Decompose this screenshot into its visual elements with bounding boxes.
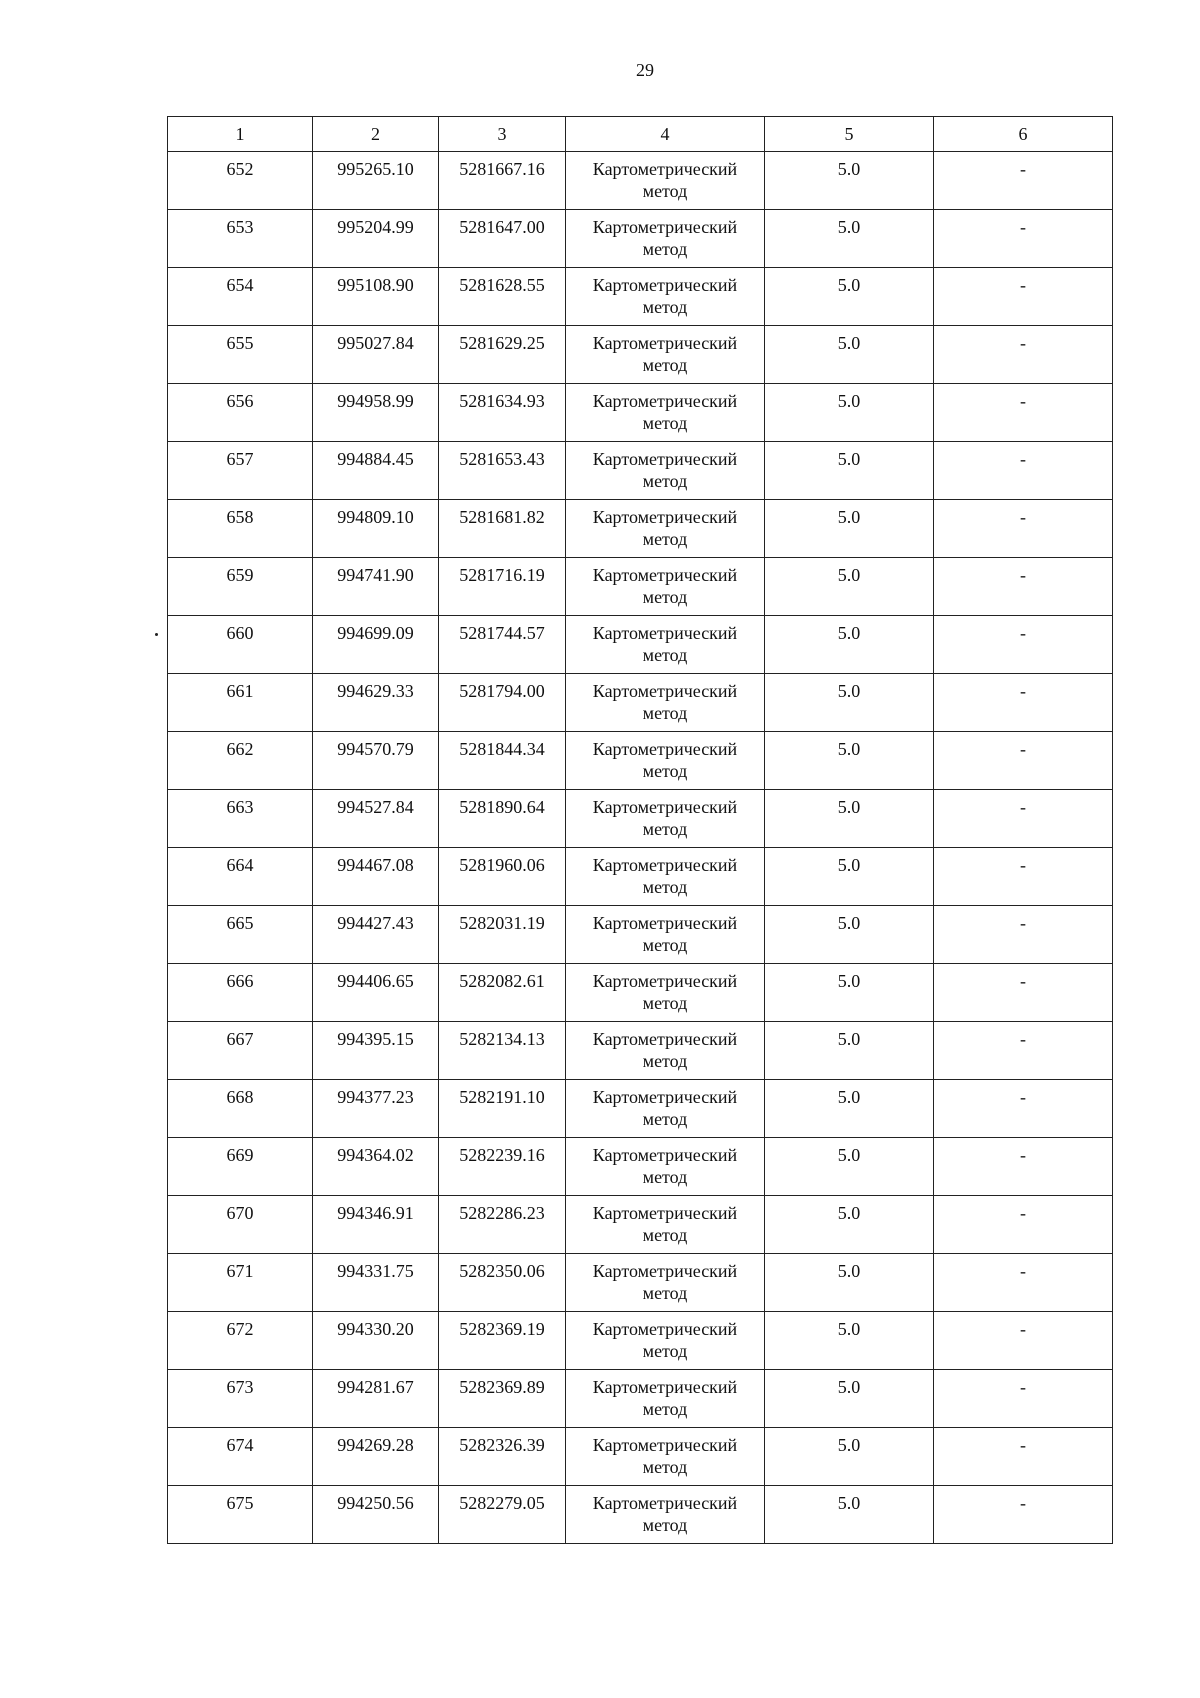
point-number-cell: 653	[168, 210, 313, 268]
accuracy-cell: 5.0	[765, 1138, 934, 1196]
table-row	[168, 1486, 1113, 1544]
point-number-cell: 668	[168, 1080, 313, 1138]
method-cell: Картометрический метод	[566, 1312, 765, 1370]
table-body	[168, 117, 1113, 1544]
table-row	[168, 500, 1113, 558]
method-cell: Картометрический метод	[566, 1196, 765, 1254]
table-row	[168, 1138, 1113, 1196]
table-row	[168, 1022, 1113, 1080]
y-coordinate-cell: 5282239.16	[439, 1138, 566, 1196]
x-coordinate-cell: 994884.45	[313, 442, 439, 500]
accuracy-cell: 5.0	[765, 1312, 934, 1370]
y-coordinate-cell: 5281681.82	[439, 500, 566, 558]
note-cell: -	[934, 384, 1113, 442]
accuracy-cell: 5.0	[765, 964, 934, 1022]
method-cell: Картометрический метод	[566, 1022, 765, 1080]
note-cell: -	[934, 1254, 1113, 1312]
x-coordinate-cell: 994281.67	[313, 1370, 439, 1428]
accuracy-cell: 5.0	[765, 558, 934, 616]
method-cell: Картометрический метод	[566, 500, 765, 558]
x-coordinate-cell: 994269.28	[313, 1428, 439, 1486]
table-row	[168, 964, 1113, 1022]
accuracy-cell: 5.0	[765, 1196, 934, 1254]
point-number-cell: 662	[168, 732, 313, 790]
y-coordinate-cell: 5281647.00	[439, 210, 566, 268]
point-number-cell: 660	[168, 616, 313, 674]
header-cell: 6	[934, 117, 1113, 152]
accuracy-cell: 5.0	[765, 1428, 934, 1486]
table-row	[168, 326, 1113, 384]
point-number-cell: 661	[168, 674, 313, 732]
method-cell: Картометрический метод	[566, 1370, 765, 1428]
table-row	[168, 558, 1113, 616]
y-coordinate-cell: 5281628.55	[439, 268, 566, 326]
table-row	[168, 152, 1113, 210]
coordinates-table	[167, 116, 1113, 1544]
accuracy-cell: 5.0	[765, 732, 934, 790]
note-cell: -	[934, 732, 1113, 790]
x-coordinate-cell: 994958.99	[313, 384, 439, 442]
y-coordinate-cell: 5281653.43	[439, 442, 566, 500]
note-cell: -	[934, 558, 1113, 616]
point-number-cell: 670	[168, 1196, 313, 1254]
accuracy-cell: 5.0	[765, 210, 934, 268]
table-row	[168, 1196, 1113, 1254]
method-cell: Картометрический метод	[566, 326, 765, 384]
y-coordinate-cell: 5282350.06	[439, 1254, 566, 1312]
point-number-cell: 658	[168, 500, 313, 558]
y-coordinate-cell: 5282369.89	[439, 1370, 566, 1428]
note-cell: -	[934, 326, 1113, 384]
table-row	[168, 790, 1113, 848]
point-number-cell: 655	[168, 326, 313, 384]
point-number-cell: 665	[168, 906, 313, 964]
accuracy-cell: 5.0	[765, 1370, 934, 1428]
header-cell: 2	[313, 117, 439, 152]
x-coordinate-cell: 994346.91	[313, 1196, 439, 1254]
table-row	[168, 268, 1113, 326]
accuracy-cell: 5.0	[765, 1254, 934, 1312]
method-cell: Картометрический метод	[566, 558, 765, 616]
x-coordinate-cell: 994699.09	[313, 616, 439, 674]
accuracy-cell: 5.0	[765, 500, 934, 558]
x-coordinate-cell: 994395.15	[313, 1022, 439, 1080]
x-coordinate-cell: 994364.02	[313, 1138, 439, 1196]
point-number-cell: 656	[168, 384, 313, 442]
note-cell: -	[934, 1138, 1113, 1196]
y-coordinate-cell: 5282369.19	[439, 1312, 566, 1370]
y-coordinate-cell: 5281629.25	[439, 326, 566, 384]
y-coordinate-cell: 5281744.57	[439, 616, 566, 674]
y-coordinate-cell: 5282279.05	[439, 1486, 566, 1544]
method-cell: Картометрический метод	[566, 848, 765, 906]
note-cell: -	[934, 500, 1113, 558]
note-cell: -	[934, 442, 1113, 500]
note-cell: -	[934, 268, 1113, 326]
x-coordinate-cell: 994330.20	[313, 1312, 439, 1370]
x-coordinate-cell: 994427.43	[313, 906, 439, 964]
table-row	[168, 674, 1113, 732]
table-row	[168, 442, 1113, 500]
table-row	[168, 384, 1113, 442]
table-row	[168, 848, 1113, 906]
method-cell: Картометрический метод	[566, 1080, 765, 1138]
method-cell: Картометрический метод	[566, 1486, 765, 1544]
method-cell: Картометрический метод	[566, 210, 765, 268]
note-cell: -	[934, 1022, 1113, 1080]
table-row	[168, 906, 1113, 964]
y-coordinate-cell: 5282326.39	[439, 1428, 566, 1486]
point-number-cell: 652	[168, 152, 313, 210]
accuracy-cell: 5.0	[765, 1080, 934, 1138]
x-coordinate-cell: 994741.90	[313, 558, 439, 616]
point-number-cell: 674	[168, 1428, 313, 1486]
accuracy-cell: 5.0	[765, 906, 934, 964]
method-cell: Картометрический метод	[566, 1138, 765, 1196]
note-cell: -	[934, 1080, 1113, 1138]
y-coordinate-cell: 5281844.34	[439, 732, 566, 790]
point-number-cell: 657	[168, 442, 313, 500]
point-number-cell: 673	[168, 1370, 313, 1428]
method-cell: Картометрический метод	[566, 152, 765, 210]
point-number-cell: 672	[168, 1312, 313, 1370]
note-cell: -	[934, 1370, 1113, 1428]
y-coordinate-cell: 5281667.16	[439, 152, 566, 210]
header-cell: 5	[765, 117, 934, 152]
accuracy-cell: 5.0	[765, 790, 934, 848]
table-row	[168, 1428, 1113, 1486]
point-number-cell: 664	[168, 848, 313, 906]
point-number-cell: 666	[168, 964, 313, 1022]
method-cell: Картометрический метод	[566, 384, 765, 442]
note-cell: -	[934, 848, 1113, 906]
x-coordinate-cell: 994250.56	[313, 1486, 439, 1544]
x-coordinate-cell: 995265.10	[313, 152, 439, 210]
x-coordinate-cell: 995204.99	[313, 210, 439, 268]
accuracy-cell: 5.0	[765, 442, 934, 500]
point-number-cell: 671	[168, 1254, 313, 1312]
note-cell: -	[934, 790, 1113, 848]
y-coordinate-cell: 5281634.93	[439, 384, 566, 442]
accuracy-cell: 5.0	[765, 1022, 934, 1080]
method-cell: Картометрический метод	[566, 964, 765, 1022]
point-number-cell: 663	[168, 790, 313, 848]
table-row	[168, 210, 1113, 268]
method-cell: Картометрический метод	[566, 268, 765, 326]
accuracy-cell: 5.0	[765, 616, 934, 674]
y-coordinate-cell: 5281794.00	[439, 674, 566, 732]
y-coordinate-cell: 5282191.10	[439, 1080, 566, 1138]
note-cell: -	[934, 964, 1113, 1022]
accuracy-cell: 5.0	[765, 326, 934, 384]
point-number-cell: 669	[168, 1138, 313, 1196]
x-coordinate-cell: 994527.84	[313, 790, 439, 848]
point-number-cell: 654	[168, 268, 313, 326]
table-row	[168, 616, 1113, 674]
accuracy-cell: 5.0	[765, 848, 934, 906]
accuracy-cell: 5.0	[765, 268, 934, 326]
x-coordinate-cell: 995027.84	[313, 326, 439, 384]
note-cell: -	[934, 674, 1113, 732]
table-header-row	[168, 117, 1113, 152]
y-coordinate-cell: 5282031.19	[439, 906, 566, 964]
y-coordinate-cell: 5282134.13	[439, 1022, 566, 1080]
accuracy-cell: 5.0	[765, 1486, 934, 1544]
method-cell: Картометрический метод	[566, 674, 765, 732]
note-cell: -	[934, 152, 1113, 210]
x-coordinate-cell: 994406.65	[313, 964, 439, 1022]
note-cell: -	[934, 616, 1113, 674]
note-cell: -	[934, 906, 1113, 964]
table-row	[168, 1312, 1113, 1370]
accuracy-cell: 5.0	[765, 152, 934, 210]
y-coordinate-cell: 5281960.06	[439, 848, 566, 906]
x-coordinate-cell: 994629.33	[313, 674, 439, 732]
note-cell: -	[934, 1196, 1113, 1254]
method-cell: Картометрический метод	[566, 732, 765, 790]
header-cell: 1	[168, 117, 313, 152]
y-coordinate-cell: 5281716.19	[439, 558, 566, 616]
table-row	[168, 732, 1113, 790]
point-number-cell: 667	[168, 1022, 313, 1080]
header-cell: 4	[566, 117, 765, 152]
note-cell: -	[934, 1486, 1113, 1544]
page-number: 29	[636, 60, 654, 80]
point-number-cell: 659	[168, 558, 313, 616]
y-coordinate-cell: 5281890.64	[439, 790, 566, 848]
y-coordinate-cell: 5282082.61	[439, 964, 566, 1022]
x-coordinate-cell: 994467.08	[313, 848, 439, 906]
x-coordinate-cell: 994809.10	[313, 500, 439, 558]
x-coordinate-cell: 995108.90	[313, 268, 439, 326]
table-row	[168, 1080, 1113, 1138]
x-coordinate-cell: 994377.23	[313, 1080, 439, 1138]
method-cell: Картометрический метод	[566, 906, 765, 964]
table-row	[168, 1370, 1113, 1428]
header-cell: 3	[439, 117, 566, 152]
method-cell: Картометрический метод	[566, 1428, 765, 1486]
note-cell: -	[934, 1428, 1113, 1486]
method-cell: Картометрический метод	[566, 442, 765, 500]
method-cell: Картометрический метод	[566, 1254, 765, 1312]
accuracy-cell: 5.0	[765, 674, 934, 732]
point-number-cell: 675	[168, 1486, 313, 1544]
note-cell: -	[934, 210, 1113, 268]
method-cell: Картометрический метод	[566, 790, 765, 848]
x-coordinate-cell: 994331.75	[313, 1254, 439, 1312]
method-cell: Картометрический метод	[566, 616, 765, 674]
note-cell: -	[934, 1312, 1113, 1370]
x-coordinate-cell: 994570.79	[313, 732, 439, 790]
accuracy-cell: 5.0	[765, 384, 934, 442]
y-coordinate-cell: 5282286.23	[439, 1196, 566, 1254]
table-row	[168, 1254, 1113, 1312]
scan-dot	[155, 633, 158, 636]
